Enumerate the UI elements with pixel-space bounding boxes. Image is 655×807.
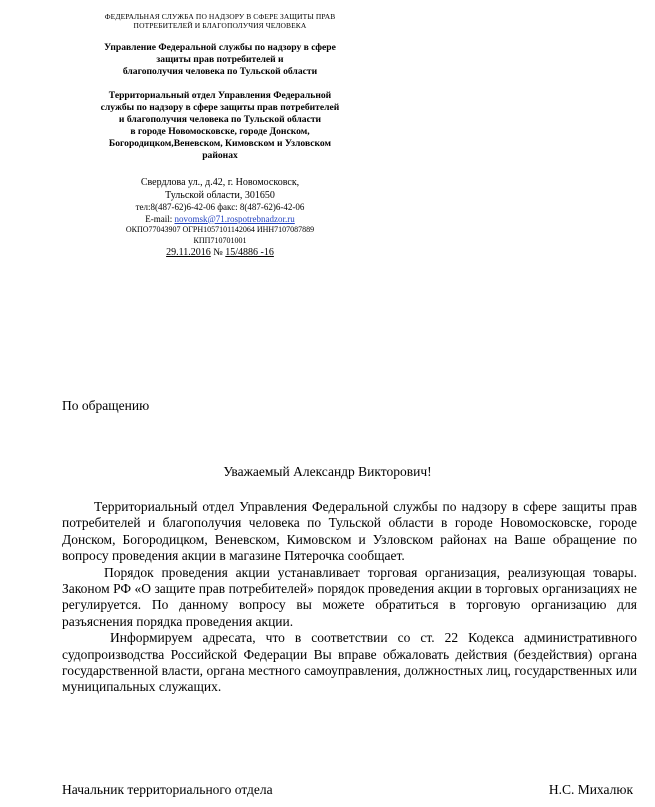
department-line: защиты прав потребителей и	[156, 54, 284, 65]
email-line	[70, 214, 370, 226]
registration-codes: ОКПО77043907 ОГРН1057101142064 ИНН7107087889	[125, 225, 315, 234]
agency-name	[70, 12, 370, 30]
department-line: Управление Федеральной службы по надзору в сфере	[104, 42, 336, 53]
department-line: благополучия человека по Тульской области	[122, 66, 318, 77]
office-line: Территориальный отдел Управления Федеральной	[108, 90, 332, 101]
body-paragraph: Территориальный отдел Управления Федеральной службы по надзору в сфере защиты прав потребителей и благополучия человека по Тульской области в городе Новомосковске, городе Донском, Богородицком, Веневском, Кимовском и Узловском районах на Ваше обращение по вопросу проведения акции в магазине Пятерочка сообщает.	[62, 499, 637, 564]
office-address	[70, 176, 370, 259]
office-line: в городе Новомосковске, городе Донском,	[130, 126, 310, 137]
body-paragraph: Информируем адресата, что в соответствии со ст. 22 Кодекса административного судопроизводства Российской Федерации Вы вправе обжаловать действия (бездействия) органа государственной власти, органа местного самоуправления, должностных лиц, государственных или муниципальных служащих.	[62, 630, 637, 695]
kpp-code: КПП710701001	[193, 235, 247, 245]
email-label: E-mail:	[145, 213, 175, 224]
office-line: Богородицком,Веневском, Кимовском и Узловском	[108, 138, 332, 149]
agency-line: ПОТРЕБИТЕЛЕЙ И БЛАГОПОЛУЧИЯ ЧЕЛОВЕКА	[133, 21, 307, 30]
reference-date: 29.11.2016	[166, 247, 211, 258]
letter-body	[62, 499, 637, 696]
greeting: Уважаемый Александр Викторович!	[223, 464, 432, 479]
phone-fax: тел:8(487-62)6-42-06 факс: 8(487-62)6-42-06	[135, 202, 305, 212]
office-line: службы по надзору в сфере защиты прав потребителей	[100, 102, 340, 113]
body-paragraph: Порядок проведения акции устанавливает торговая организация, реализующая товары. Законом РФ «О защите прав потребителей» порядок проведения акции в торговых организациях не регулируется. По данному вопросу вы можете обратиться в торговую организацию для разъяснения порядка проведения акции.	[62, 564, 637, 629]
address-line: Свердлова ул., д.42, г. Новомосковск,	[140, 177, 300, 188]
office-line: районах	[202, 150, 238, 161]
department-name	[70, 42, 370, 78]
office-name	[70, 90, 370, 162]
address-line: Тульской области, 301650	[165, 190, 275, 201]
email-link[interactable]: novomsk@71.rospotrebnadzor.ru	[174, 213, 295, 224]
agency-line: ФЕДЕРАЛЬНАЯ СЛУЖБА ПО НАДЗОРУ В СФЕРЕ ЗАЩИТЫ ПРАВ	[104, 12, 336, 21]
number-sign: №	[210, 247, 226, 258]
signatory-title: Начальник территориального отдела	[62, 782, 273, 797]
signatory-name: Н.С. Михалюк	[548, 782, 633, 797]
reference-line	[70, 246, 370, 259]
reference-number: 15/4886 -16	[225, 247, 274, 258]
addressee: По обращению	[62, 398, 150, 413]
letterhead	[70, 12, 370, 259]
office-line: и благополучия человека по Тульской области	[118, 114, 322, 125]
